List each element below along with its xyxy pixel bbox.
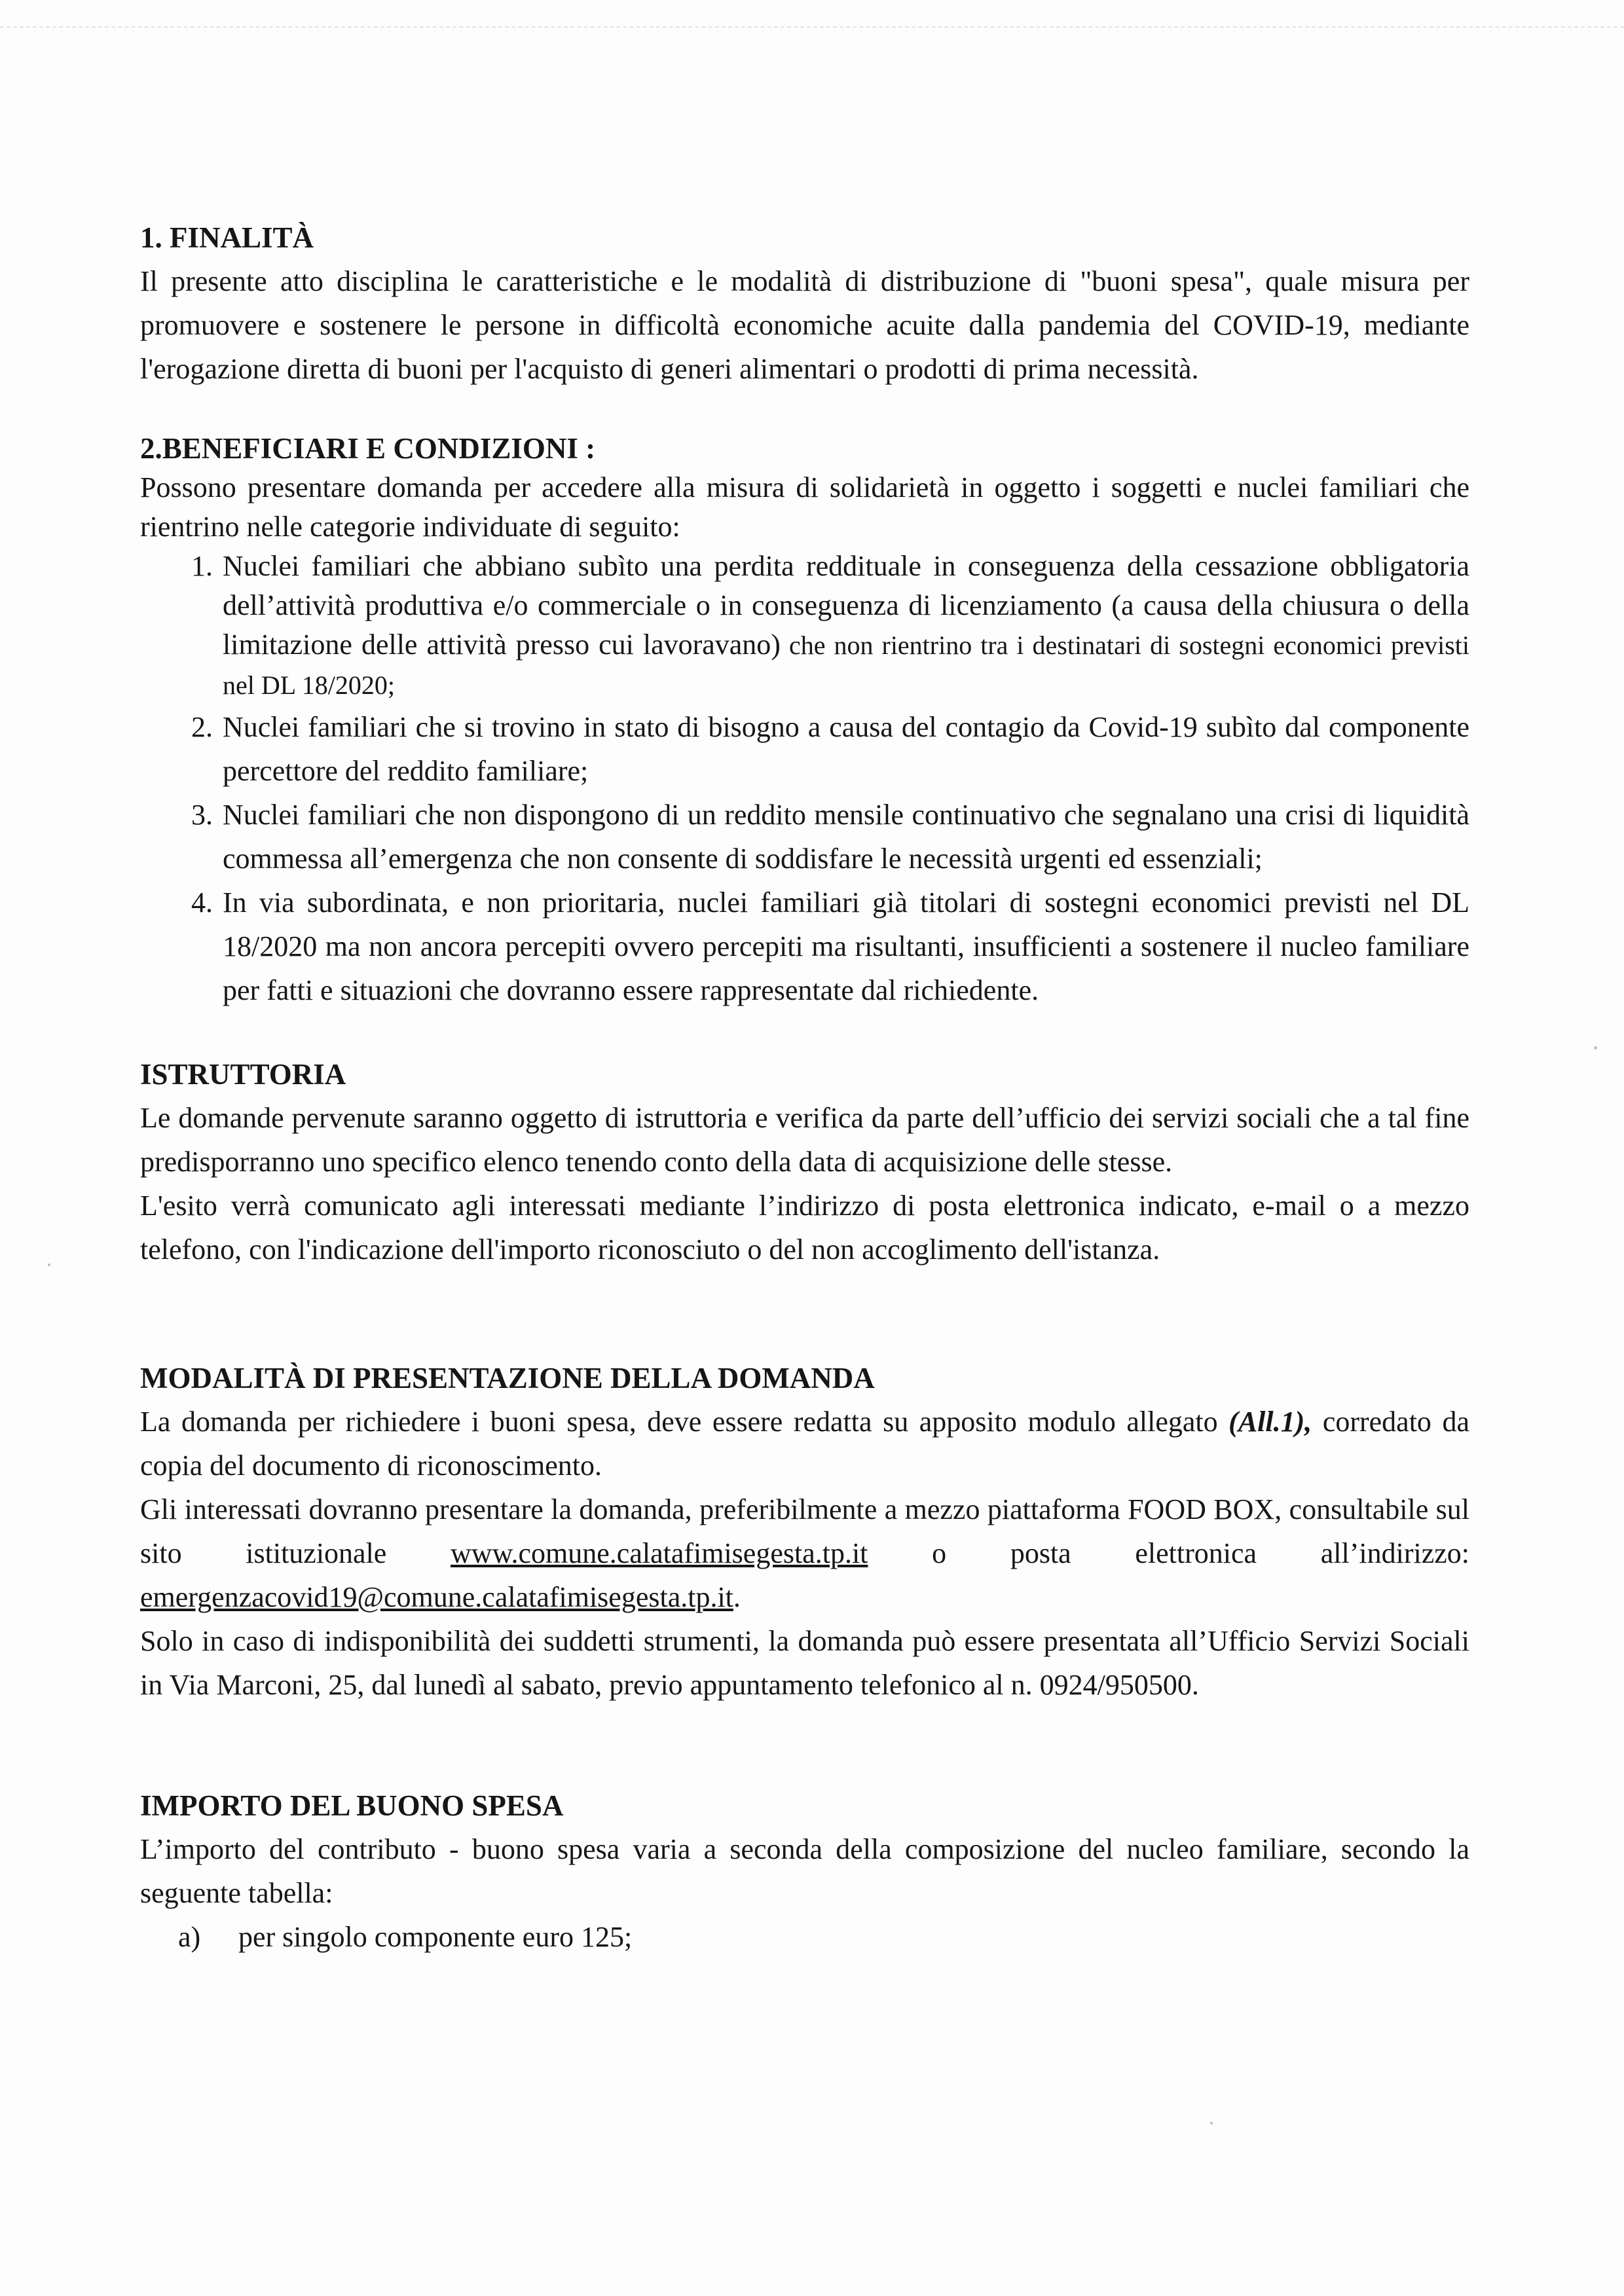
modalita-p1-text-after: corredato da copia del documento di riconoscimento. xyxy=(140,1406,1469,1482)
list-item-tail-text: che non rientrino tra i destinatari di sostegni economici previsti nel DL 18/2020; xyxy=(223,630,1469,700)
list-item-number: 3. xyxy=(191,799,213,831)
beneficiari-list xyxy=(140,547,1469,1012)
spacer xyxy=(140,1271,1469,1357)
spacer xyxy=(140,1012,1469,1053)
section-beneficiari xyxy=(140,429,1469,1012)
istruttoria-esito-paragraph: L'esito verrà comunicato agli interessati mediante l’indirizzo di posta elettronica indicato, e-mail o a mezzo telefono, con l'indicazione dell'importo riconosciuto o del non accoglimento dell'istanza. xyxy=(140,1190,1469,1266)
list-item xyxy=(140,547,1469,705)
list-item-text: Nuclei familiari che non dispongono di un reddito mensile continuativo che segnalano una crisi di liquidità commessa all’emergenza che non consente di soddisfare le necessità urgenti ed essenziali; xyxy=(223,799,1469,875)
modalita-p2-text: Gli interessati dovranno presentare la domanda, preferibilmente a mezzo piattaforma FOOD BOX, consultabile sul sito istituzionale xyxy=(140,1493,1469,1569)
section-importo xyxy=(140,1784,1469,1959)
importo-intro: L’importo del contributo - buono spesa varia a seconda della composizione del nucleo familiare, secondo la seguente tabella: xyxy=(140,1833,1469,1909)
istruttoria-paragraph: Le domande pervenute saranno oggetto di istruttoria e verifica da parte dell’ufficio dei servizi sociali che a tal fine predisporranno uno specifico elenco tenendo conto della data di acquisizione delle stesse. xyxy=(140,1102,1469,1178)
modalita-paragraph-1 xyxy=(140,1400,1469,1487)
modalita-p2-text-middle: o posta elettronica all’indirizzo: xyxy=(868,1537,1469,1569)
scan-speck xyxy=(1210,2122,1213,2124)
attachment-reference: (All.1), xyxy=(1228,1406,1312,1438)
scan-edge-line xyxy=(0,26,1624,27)
spacer xyxy=(140,391,1469,429)
modalita-paragraph-2 xyxy=(140,1487,1469,1619)
section-finalita xyxy=(140,216,1469,391)
list-item xyxy=(140,1915,1469,1959)
section-heading-beneficiari: 2.BENEFICIARI E CONDIZIONI : xyxy=(140,432,596,465)
section-istruttoria xyxy=(140,1053,1469,1271)
list-item-number: 4. xyxy=(191,886,213,919)
list-item-letter: a) xyxy=(178,1921,201,1953)
section-heading-istruttoria: ISTRUTTORIA xyxy=(140,1058,346,1091)
list-item-text xyxy=(223,547,1469,705)
list-item-main-text: Nuclei familiari che abbiano subìto una perdita reddituale in conseguenza della cessazione obbligatoria dell’attività produttiva e/o commerciale o in conseguenza di licenziamento (a causa della chiusura o della limitazione delle attività presso cui lavoravano) xyxy=(223,550,1469,661)
section-heading-modalita: MODALITÀ DI PRESENTAZIONE DELLA DOMANDA xyxy=(140,1362,875,1394)
spacer xyxy=(140,1707,1469,1784)
finalita-paragraph: Il presente atto disciplina le caratteristiche e le modalità di distribuzione di "buoni spesa", quale misura per promuovere e sostenere le persone in difficoltà economiche acuite dalla pandemia del COVID-19, mediante l'erogazione diretta di buoni per l'acquisto di generi alimentari o prodotti di prima necessità. xyxy=(140,265,1469,385)
email-link[interactable]: emergenzacovid19@comune.calatafimisegesta.tp.it xyxy=(140,1581,733,1613)
list-item-number: 1. xyxy=(191,550,213,582)
website-link[interactable]: www.comune.calatafimisegesta.tp.it xyxy=(451,1537,868,1569)
list-item-number: 2. xyxy=(191,711,213,743)
scan-speck xyxy=(1594,1046,1597,1049)
section-heading-importo: IMPORTO DEL BUONO SPESA xyxy=(140,1789,564,1822)
modalita-p1-text: La domanda per richiedere i buoni spesa, deve essere redatta su apposito modulo allegato xyxy=(140,1406,1229,1438)
beneficiari-intro: Possono presentare domanda per accedere alla misura di solidarietà in oggetto i soggetti e nuclei familiari che rientrino nelle categorie individuate di seguito: xyxy=(140,471,1469,543)
importo-list xyxy=(140,1915,1469,1959)
modalita-p2-text-after: . xyxy=(733,1581,741,1613)
list-item-text: Nuclei familiari che si trovino in stato di bisogno a causa del contagio da Covid-19 subìto dal componente percettore del reddito familiare; xyxy=(223,711,1469,787)
list-item-text: per singolo componente euro 125; xyxy=(238,1921,633,1953)
document-body xyxy=(140,216,1469,1959)
section-modalita xyxy=(140,1357,1469,1707)
list-item xyxy=(140,793,1469,881)
list-item-text: In via subordinata, e non prioritaria, nuclei familiari già titolari di sostegni economici previsti nel DL 18/2020 ma non ancora percepiti ovvero percepiti ma risultanti, insufficienti a sostenere il nucleo familiare per fatti e situazioni che dovranno essere rappresentate dal richiedente. xyxy=(223,886,1469,1006)
list-item xyxy=(140,705,1469,793)
list-item xyxy=(140,881,1469,1012)
section-heading-finalita: 1. FINALITÀ xyxy=(140,221,314,254)
scan-speck xyxy=(48,1264,50,1266)
modalita-paragraph-3: Solo in caso di indisponibilità dei suddetti strumenti, la domanda può essere presentata all’Ufficio Servizi Sociali in Via Marconi, 25, dal lunedì al sabato, previo appuntamento telefonico al n. 0924/950500. xyxy=(140,1625,1469,1701)
